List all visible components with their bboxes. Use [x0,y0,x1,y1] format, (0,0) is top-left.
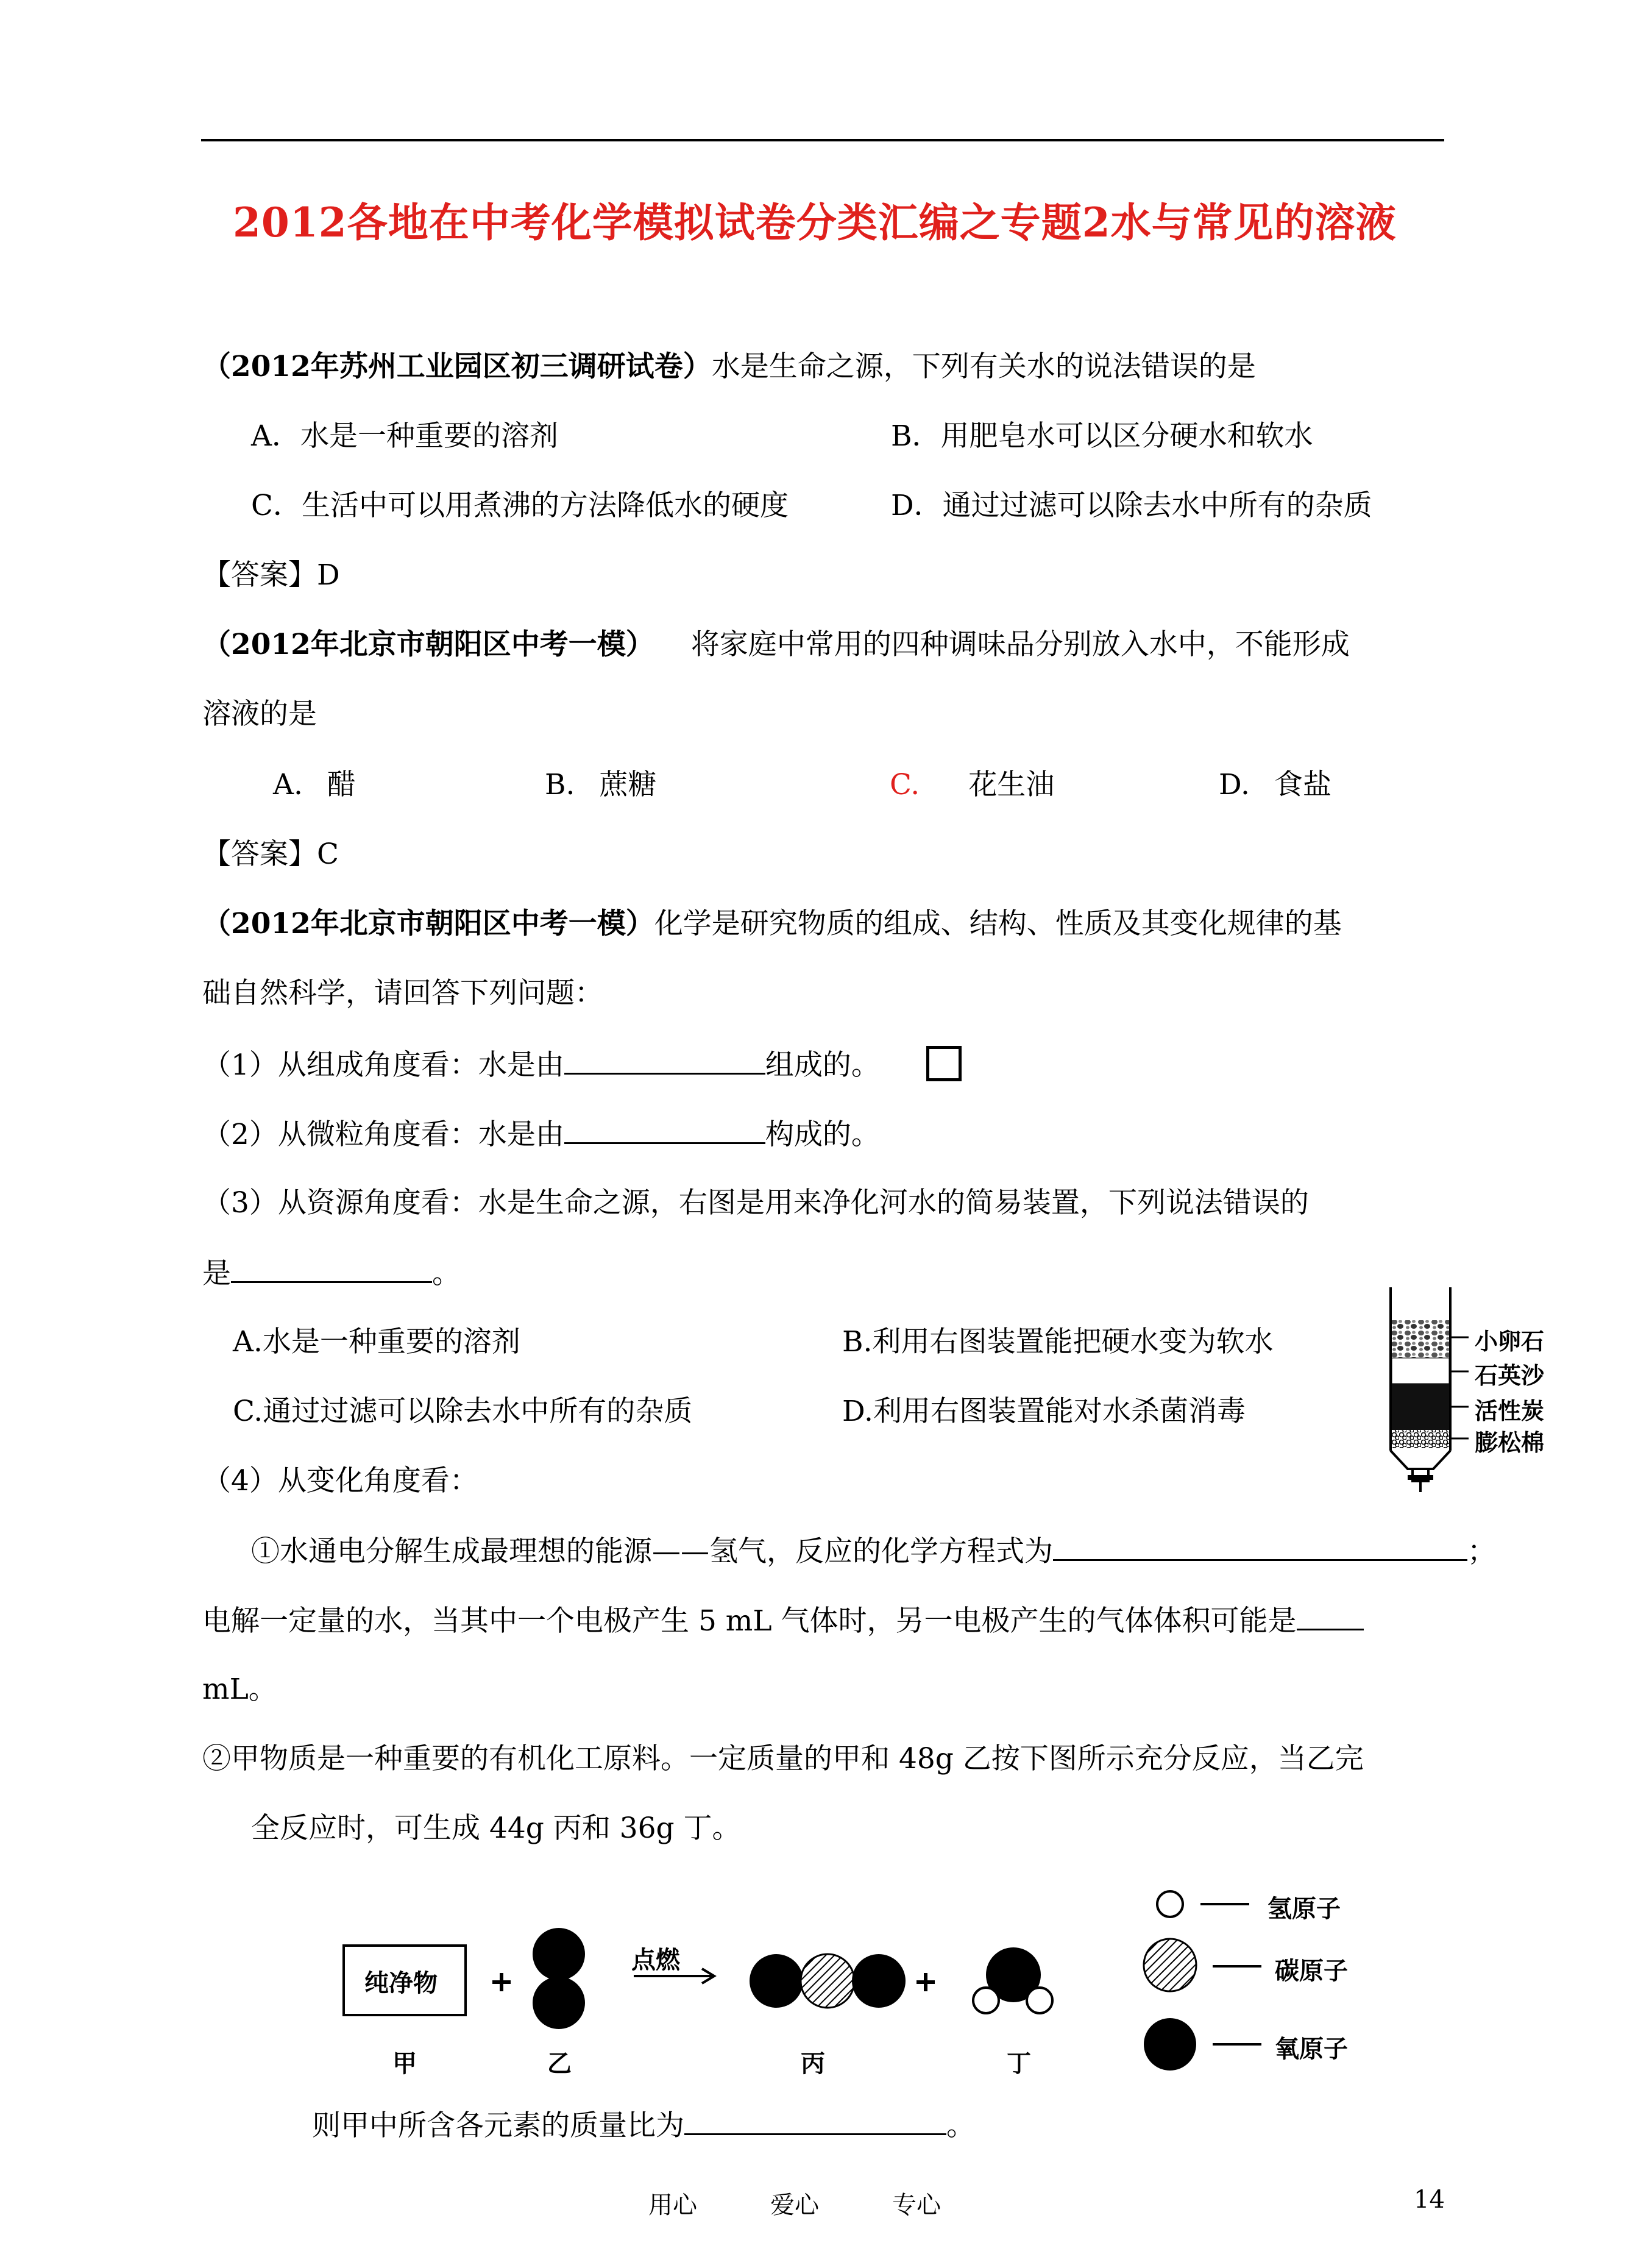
q3-part4-2-line2: 全反应时，可生成 44g 丙和 36g 丁。 [251,1811,741,1845]
answer-blank-mass-ratio[interactable] [684,2106,946,2135]
q3-stem-line2: 础自然科学，请回答下列问题： [202,976,603,1010]
q3-source: （2012年北京市朝阳区中考一模） [202,907,654,940]
q3-option-c: C.通过过滤可以除去水中所有的杂质 [233,1395,693,1428]
part1-suffix: 组成的。 [765,1048,880,1082]
option-text: 醋 [327,768,356,802]
part4-1-text: ①水通电分解生成最理想的能源——氢气，反应的化学方程式为 [251,1535,1053,1568]
q3-part2 [202,1115,880,1153]
legend-oxygen: 氧原子 [1275,2035,1348,2063]
q2-option-d [1219,767,1331,803]
footer-motto-3: 专心 [892,2191,941,2219]
q1-option-a: A．水是一种重要的溶剂 [251,419,558,453]
option-letter: B. [545,768,575,802]
q3-part4-1-line3: mL。 [202,1673,277,1706]
water-filter-figure [1377,1286,1621,1493]
part2-prefix: （2）从微粒角度看：水是由 [202,1118,564,1151]
q2-option-a [273,767,356,803]
q1-option-b: B．用肥皂水可以区分硬水和软水 [891,419,1313,453]
q2-option-c [890,767,1054,803]
option-letter: A. [273,768,303,802]
filter-label-sand: 石英沙 [1475,1362,1545,1389]
page-title: 2012各地在中考化学模拟试卷分类汇编之专题2水与常见的溶液 [233,199,1397,246]
option-letter: D. [1219,768,1250,802]
part4-1-line2-text: 电解一定量的水，当其中一个电极产生 5 mL 气体时，另一电极产生的气体体积可能是 [202,1604,1297,1638]
q3-final-question [312,2106,975,2144]
filter-label-cotton: 膨松棉 [1475,1429,1545,1456]
reaction-drawing [329,1865,1402,2072]
label-yi: 乙 [547,2049,572,2078]
q3-part4-1-line1 [251,1532,1496,1570]
page-number: 14 [1414,2186,1445,2214]
label-ding: 丁 [1007,2049,1031,2078]
label-bing: 丙 [801,2049,825,2078]
q2-stem-text: 将家庭中常用的四种调味品分别放入水中，不能形成 [690,628,1350,661]
part4-1-end: ； [1467,1535,1496,1568]
q3-part3-line2 [202,1254,461,1292]
q1-option-c: C．生活中可以用煮沸的方法降低水的硬度 [251,489,789,522]
q1-stem [202,349,1256,385]
q3-option-a: A.水是一种重要的溶剂 [233,1325,520,1359]
reaction-diagram [329,1865,1402,2078]
part3-prefix: 是 [202,1257,231,1290]
q1-source: （2012年苏州工业园区初三调研试卷） [202,350,712,383]
q3-stem-text: 化学是研究物质的组成、结构、性质及其变化规律的基 [654,907,1342,940]
legend-carbon: 碳原子 [1275,1957,1348,1985]
ignite-label: 点燃 [631,1946,680,1974]
q3-part1 [202,1046,880,1084]
q2-stem [202,627,1350,663]
answer-blank-2[interactable] [564,1115,765,1144]
q3-part4-2-line1: ②甲物质是一种重要的有机化工原料。一定质量的甲和 48g 乙按下图所示充分反应，当乙完 [202,1742,1364,1776]
q1-answer: 【答案】D [202,558,340,592]
q3-option-d: D.利用右图装置能对水杀菌消毒 [842,1395,1246,1428]
answer-blank-3[interactable] [231,1254,432,1283]
answer-blank-volume[interactable] [1297,1602,1364,1630]
final-suffix: 。 [946,2109,975,2142]
q1-option-d: D．通过过滤可以除去水中所有的杂质 [891,489,1372,522]
pure-substance-label: 纯净物 [364,1969,438,1997]
q2-stem-line2: 溶液的是 [202,697,317,731]
part2-suffix: 构成的。 [765,1118,880,1151]
filter-label-carbon: 活性炭 [1475,1397,1545,1424]
q3-part3-line1: （3）从资源角度看：水是生命之源，右图是用来净化河水的简易装置，下列说法错误的 [202,1186,1309,1220]
answer-blank-equation[interactable] [1053,1532,1467,1561]
q1-stem-text: 水是生命之源，下列有关水的说法错误的是 [711,350,1256,383]
option-text: 花生油 [968,768,1055,802]
header-rule [201,139,1444,141]
option-letter: C. [890,768,920,802]
legend-hydrogen: 氢原子 [1268,1894,1341,1923]
part3-suffix: 。 [432,1257,461,1290]
q3-stem [202,906,1342,942]
q2-source: （2012年北京市朝阳区中考一模） [202,628,654,661]
q3-part4-1-line2 [202,1602,1364,1640]
filter-label-pebbles: 小卵石 [1475,1328,1545,1355]
footer-motto-1: 用心 [648,2191,697,2219]
option-text: 蔗糖 [599,768,657,802]
q3-part4-heading: （4）从变化角度看： [202,1464,478,1498]
q2-option-b [545,767,656,803]
option-text: 食盐 [1274,768,1331,802]
answer-blank-1[interactable] [564,1046,765,1075]
final-prefix: 则甲中所含各元素的质量比为 [312,2109,684,2142]
part1-prefix: （1）从组成角度看：水是由 [202,1048,564,1082]
checkbox-icon [926,1046,962,1081]
q2-answer: 【答案】C [202,837,339,871]
q3-option-b: B.利用右图装置能把硬水变为软水 [842,1325,1274,1359]
footer-motto-2: 爱心 [770,2191,819,2219]
label-jia: 甲 [392,2049,417,2078]
